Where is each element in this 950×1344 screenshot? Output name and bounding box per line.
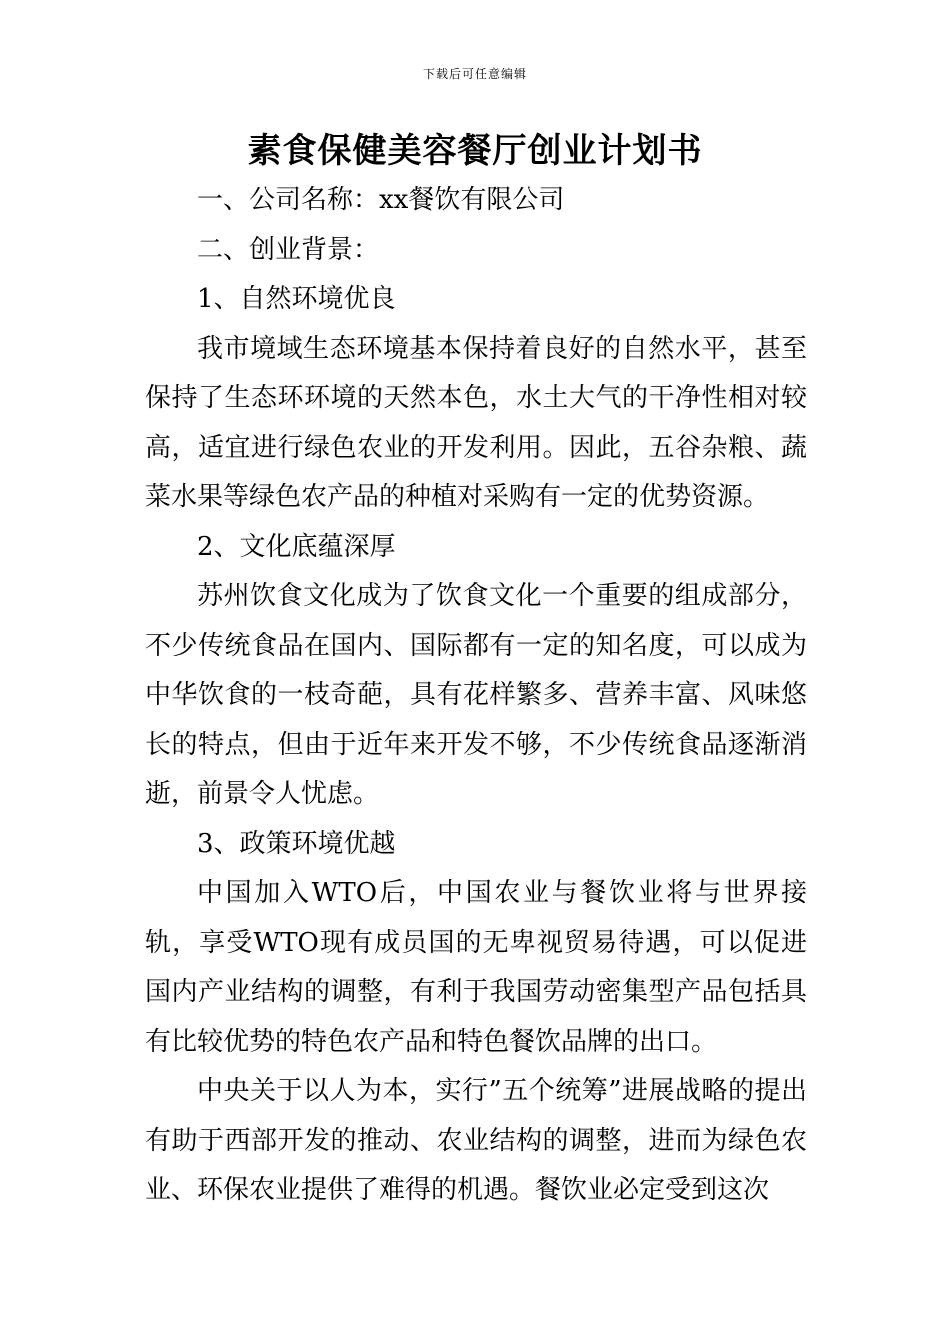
- paragraph-central-policy: 中央关于以人为本，实行”五个统筹”进展战略的提出有助于西部开发的推动、农业结构的调整，进而为绿色农业、环保农业提供了难得的机遇。餐饮业必定受到这次: [145, 1076, 807, 1205]
- paragraph-natural-environment: 我市境域生态环境基本保持着良好的自然水平，甚至保持了生态环环境的天然本色，水土大气的干净性相对较高，适宜进行绿色农业的开发利用。因此，五谷杂粮、蔬菜水果等绿色农产品的种植对采购有一定的优势资源。: [145, 333, 807, 512]
- company-name-line: 一、公司名称：xx餐饮有限公司: [197, 185, 565, 215]
- document-body: [145, 176, 807, 1216]
- subheading-natural-environment: 1、自然环境优良: [197, 284, 396, 314]
- subheading-policy-environment: 3、政策环境优越: [197, 828, 396, 859]
- paragraph-cultural-heritage: 苏州饮食文化成为了饮食文化一个重要的组成部分，不少传统食品在国内、国际都有一定的知名度，可以成为中华饮食的一枝奇葩，具有花样繁多、营养丰富、风味悠长的特点，但由于近年来开发不够，不少传统食品逐渐消逝，前景令人忧虑。: [145, 581, 807, 809]
- subheading-cultural-heritage: 2、文化底蕴深厚: [197, 531, 396, 562]
- paragraph-wto: 中国加入WTO后，中国农业与餐饮业将与世界接轨，享受WTO现有成员国的无卑视贸易待遇，可以促进国内产业结构的调整，有利于我国劳动密集型产品包括具有比较优势的特色农产品和特色餐饮品牌的出口。: [145, 878, 807, 1057]
- section-heading-background: 二、创业背景：: [197, 234, 380, 265]
- document-title: 素食保健美容餐厅创业计划书: [247, 131, 703, 171]
- download-note: 下载后可任意编辑: [422, 67, 527, 81]
